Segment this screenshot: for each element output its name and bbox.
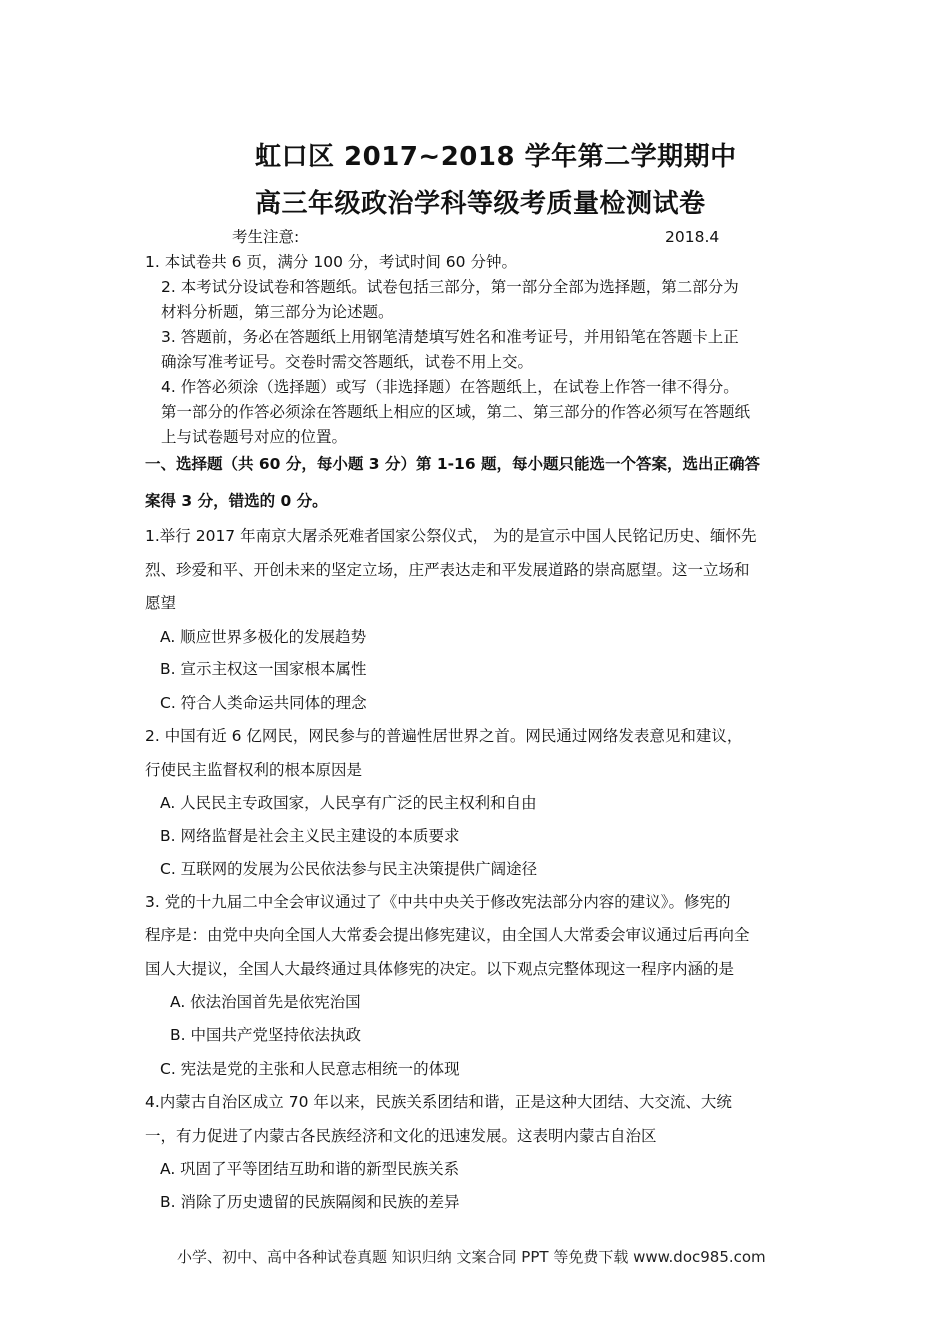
- question-2-line: 行使民主监督权利的根本原因是: [145, 761, 363, 779]
- question-2-option-a: A. 人民民主专政国家，人民享有广泛的民主权利和自由: [160, 794, 537, 812]
- question-4-option-b: B. 消除了历史遗留的民族隔阂和民族的差异: [160, 1193, 460, 1211]
- question-1-option-c: C. 符合人类命运共同体的理念: [160, 694, 367, 712]
- exam-date: 2018.4: [665, 228, 720, 246]
- notice-line: 第一部分的作答必须涂在答题纸上相应的区域，第二、第三部分的作答必须写在答题纸: [161, 403, 751, 421]
- question-2-line: 2. 中国有近 6 亿网民，网民参与的普遍性居世界之首。网民通过网络发表意见和建议，: [145, 727, 743, 745]
- question-3-option-a: A. 依法治国首先是依宪治国: [170, 993, 361, 1011]
- question-3-option-c: C. 宪法是党的主张和人民意志相统一的体现: [160, 1060, 460, 1078]
- notice-line: 确涂写准考证号。交卷时需交答题纸，试卷不用上交。: [161, 353, 534, 371]
- question-3-option-b: B. 中国共产党坚持依法执政: [170, 1026, 361, 1044]
- page-footer: 小学、初中、高中各种试卷真题 知识归纳 文案合同 PPT 等免费下载 www.doc985.com: [177, 1248, 766, 1266]
- notice-line: 材料分析题，第三部分为论述题。: [161, 303, 394, 321]
- page-title-line1: 虹口区 2017~2018 学年第二学期期中: [255, 142, 737, 172]
- question-4-line: 一，有力促进了内蒙古各民族经济和文化的迅速发展。这表明内蒙古自治区: [145, 1127, 657, 1145]
- question-3-line: 国人大提议，全国人大最终通过具体修宪的决定。以下观点完整体现这一程序内涵的是: [145, 960, 735, 978]
- question-1-line: 愿望: [145, 594, 177, 612]
- question-2-option-b: B. 网络监督是社会主义民主建设的本质要求: [160, 827, 460, 845]
- question-4-line: 4.内蒙古自治区成立 70 年以来，民族关系团结和谐，正是这种大团结、大交流、大统: [145, 1093, 732, 1111]
- page-title-line2: 高三年级政治学科等级考质量检测试卷: [255, 189, 706, 219]
- question-1-line: 烈、珍爱和平、开创未来的坚定立场，庄严表达走和平发展道路的崇高愿望。这一立场和: [145, 561, 750, 579]
- question-1-option-b: B. 宣示主权这一国家根本属性: [160, 660, 367, 678]
- notice-label: 考生注意:: [232, 228, 300, 246]
- section-heading-line1: 一、选择题（共 60 分，每小题 3 分）第 1-16 题，每小题只能选一个答案，选出正确答: [145, 455, 761, 473]
- notice-line: 4. 作答必须涂（选择题）或写（非选择题）在答题纸上，在试卷上作答一律不得分。: [161, 378, 739, 396]
- question-1-line: 1.举行 2017 年南京大屠杀死难者国家公祭仪式， 为的是宣示中国人民铭记历史、缅怀先: [145, 527, 757, 545]
- notice-line: 1. 本试卷共 6 页，满分 100 分，考试时间 60 分钟。: [145, 253, 517, 271]
- section-heading-line2: 案得 3 分，错选的 0 分。: [145, 492, 328, 510]
- question-3-line: 程序是：由党中央向全国人大常委会提出修宪建议，由全国人大常委会审议通过后再向全: [145, 926, 750, 944]
- question-2-option-c: C. 互联网的发展为公民依法参与民主决策提供广阔途径: [160, 860, 538, 878]
- question-3-line: 3. 党的十九届二中全会审议通过了《中共中央关于修改宪法部分内容的建议》。修宪的: [145, 893, 731, 911]
- notice-line: 2. 本考试分设试卷和答题纸。试卷包括三部分，第一部分全部为选择题，第二部分为: [161, 278, 739, 296]
- notice-line: 3. 答题前，务必在答题纸上用钢笔清楚填写姓名和准考证号，并用铅笔在答题卡上正: [161, 328, 739, 346]
- question-4-option-a: A. 巩固了平等团结互助和谐的新型民族关系: [160, 1160, 460, 1178]
- notice-line: 上与试卷题号对应的位置。: [161, 428, 348, 446]
- question-1-option-a: A. 顺应世界多极化的发展趋势: [160, 628, 367, 646]
